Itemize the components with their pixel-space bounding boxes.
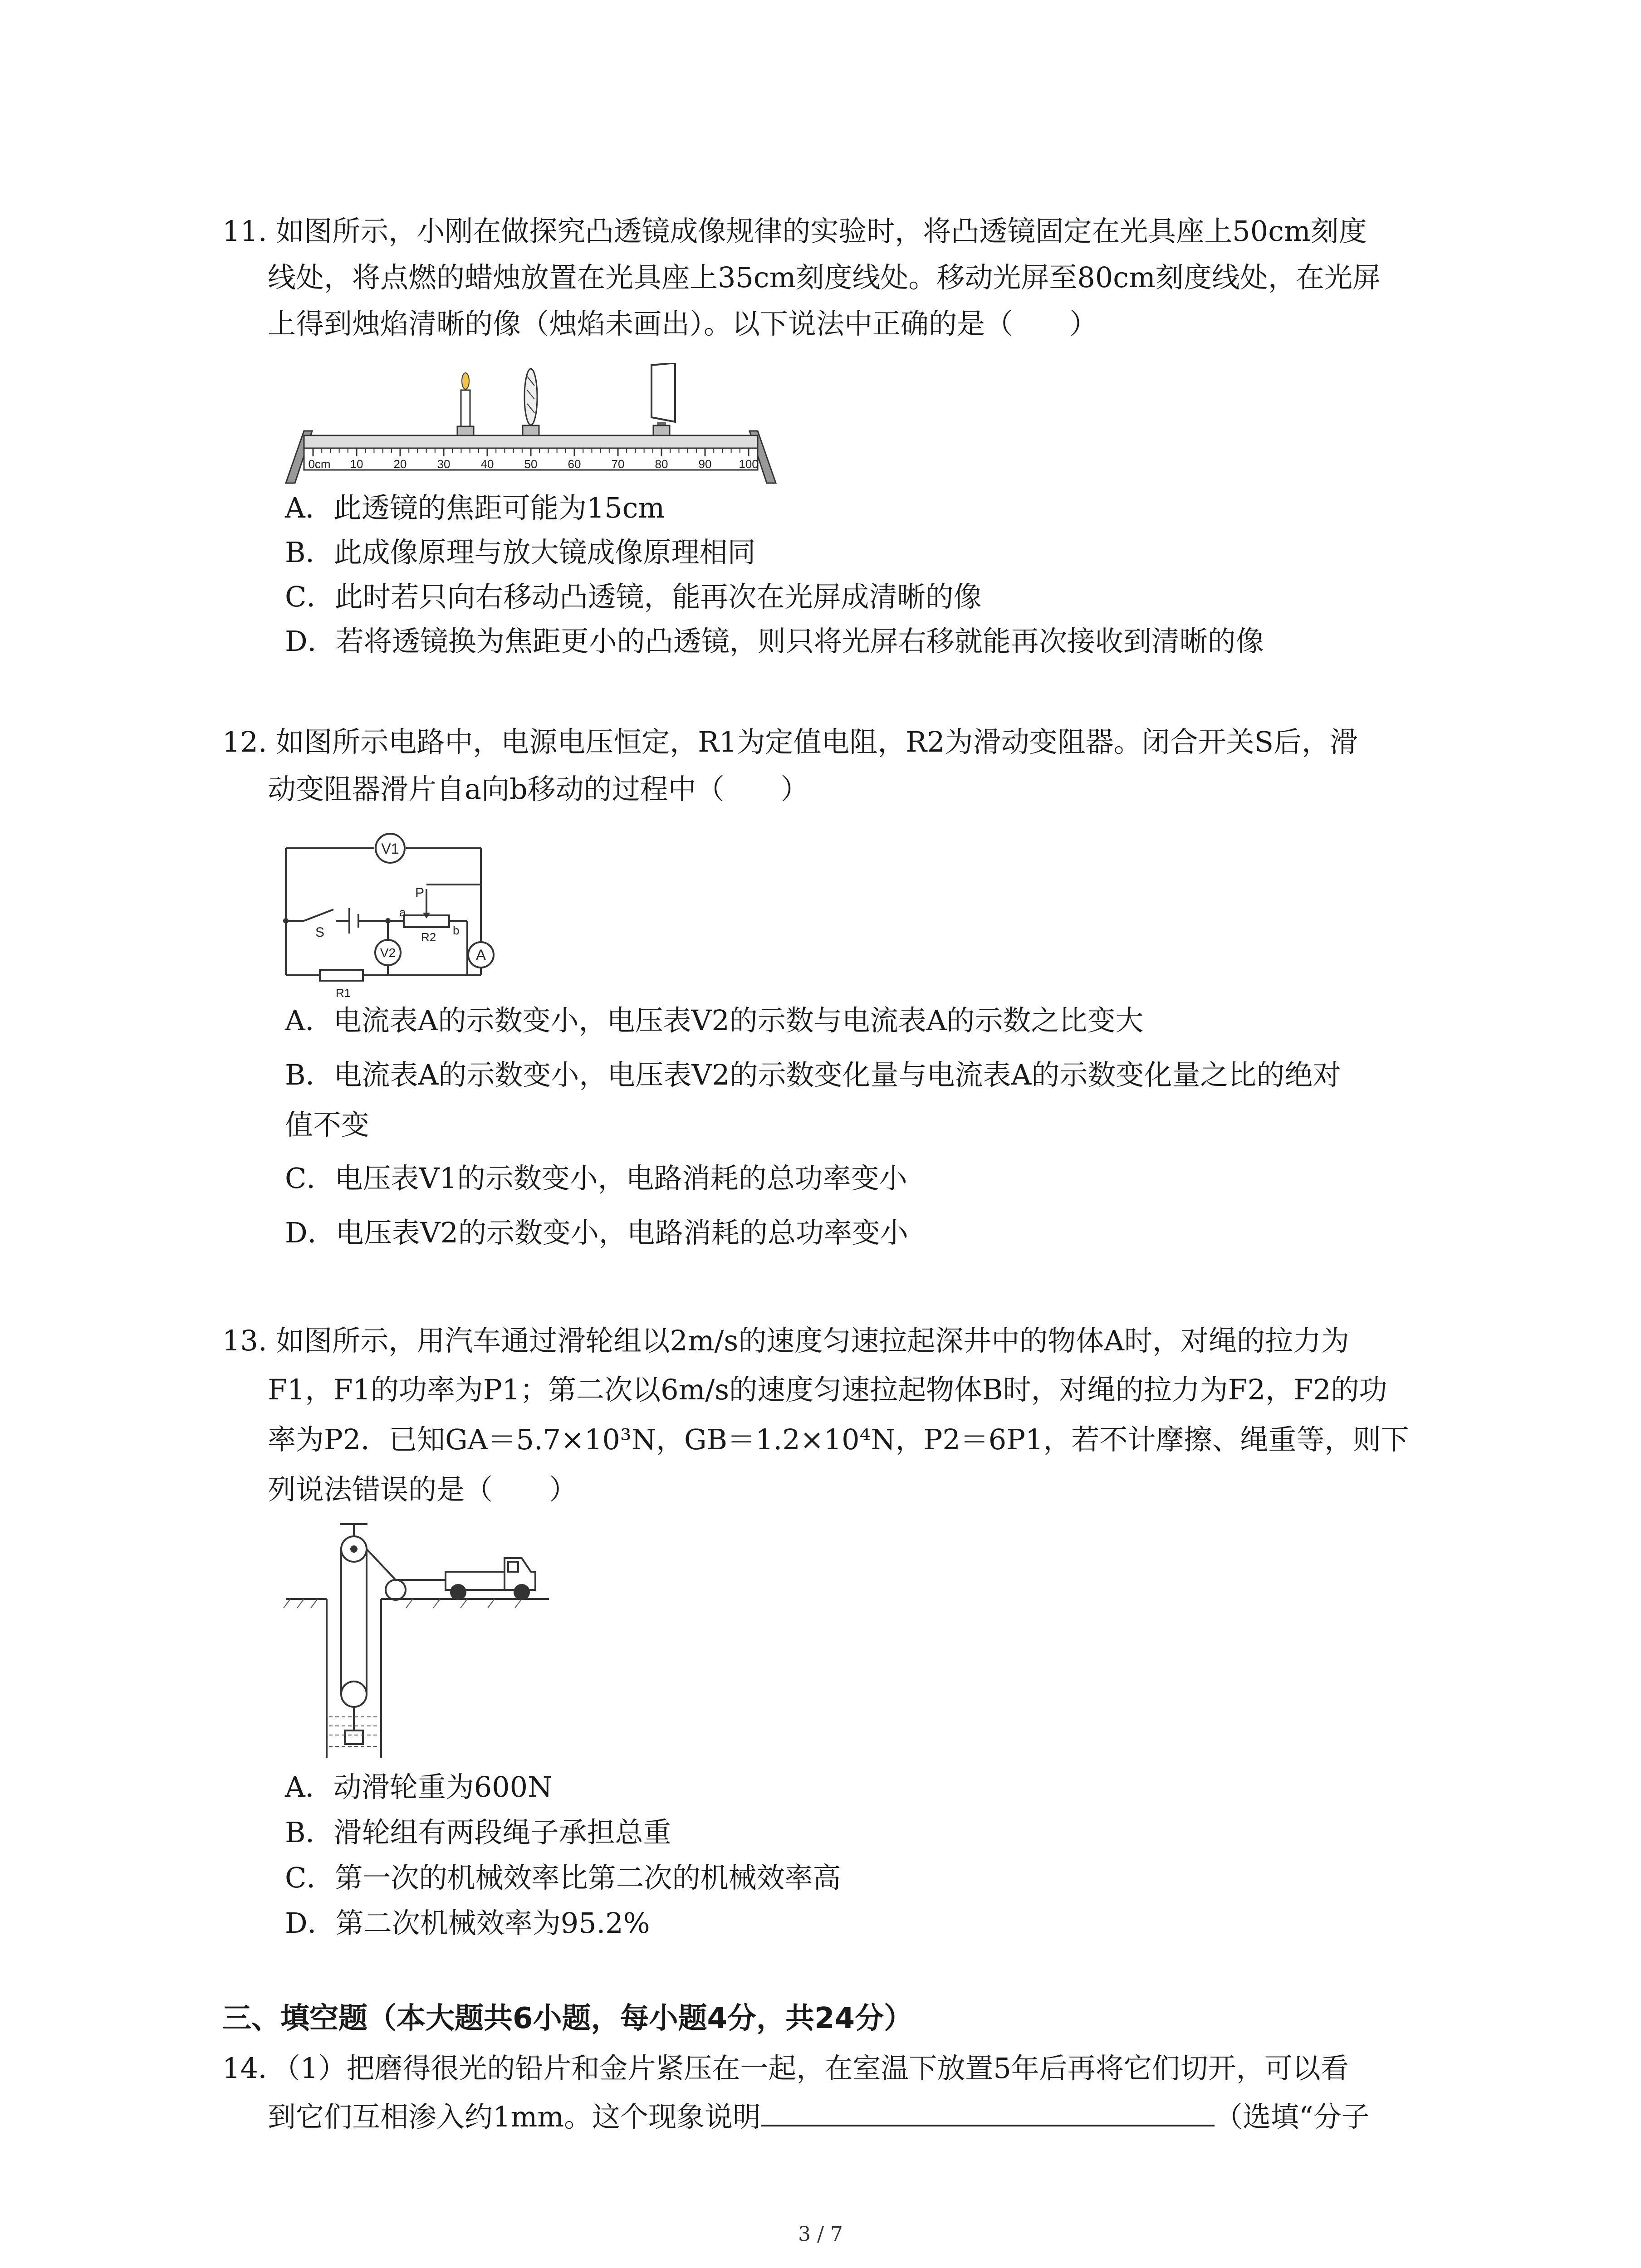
convex-lens	[523, 369, 539, 435]
ruler-tick-label: 60	[568, 457, 581, 471]
ruler-tick-label: 100	[739, 457, 759, 471]
q12-line-1: 12. 如图所示电路中，电源电压恒定，R1为定值电阻，R2为滑动变阻器。闭合开关S后，滑	[222, 725, 1358, 758]
q13-option-b: B．滑轮组有两段绳子承担总重	[285, 1816, 671, 1849]
label-v1: V1	[381, 841, 399, 857]
ruler-tick-label: 90	[698, 457, 712, 471]
candle	[457, 373, 474, 435]
label-a: a	[399, 905, 406, 919]
ruler-tick-label: 30	[437, 457, 451, 471]
q13-line-3: 率为P2．已知GA＝5.7×10³N，GB＝1.2×10⁴N，P2＝6P1，若不计摩擦、绳重等，则下	[268, 1423, 1409, 1456]
ruler-tick-label: 80	[655, 457, 668, 471]
q11-option-d: D．若将透镜换为焦距更小的凸透镜，则只将光屏右移就能再次接收到清晰的像	[285, 625, 1264, 658]
ruler-tick-label: 40	[480, 457, 494, 471]
q12-option-c: C．电压表V1的示数变小，电路消耗的总功率变小	[285, 1162, 907, 1195]
label-s: S	[315, 925, 325, 940]
q13-option-d: D．第二次机械效率为95.2%	[285, 1906, 650, 1940]
q13-line-4: 列说法错误的是（ ）	[268, 1473, 578, 1506]
ruler-tick-label: 50	[524, 457, 538, 471]
q12-option-b: B．电流表A的示数变小，电压表V2的示数变化量与电流表A的示数变化量之比的绝对	[285, 1058, 1341, 1091]
pulley-well-truck-figure	[277, 1522, 567, 1767]
page-number: 3 / 7	[798, 2223, 843, 2246]
section-title: 三、填空题（本大题共6小题，每小题4分，共24分）	[222, 2002, 913, 2035]
q13-option-a: A．动滑轮重为600N	[285, 1770, 553, 1804]
circuit-diagram-figure	[277, 826, 531, 998]
q11-option-b: B．此成像原理与放大镜成像原理相同	[285, 536, 756, 569]
label-r2: R2	[421, 930, 436, 944]
q11-line-1: 11. 如图所示，小刚在做探究凸透镜成像规律的实验时，将凸透镜固定在光具座上50cm刻度	[222, 215, 1367, 248]
ruler-tick-label: 70	[611, 457, 625, 471]
q13-option-c: C．第一次的机械效率比第二次的机械效率高	[285, 1861, 841, 1894]
ground-hatching	[284, 1599, 522, 1608]
q12-option-d: D．电压表V2的示数变小，电路消耗的总功率变小	[285, 1216, 908, 1249]
label-ammeter: A	[475, 947, 486, 964]
q14-line-2	[268, 2097, 1370, 2135]
q12-option-b-cont: 值不变	[285, 1108, 370, 1141]
bench-top	[304, 435, 758, 448]
q14-answer-blank[interactable]	[761, 2097, 1215, 2126]
optical-bench-figure	[277, 363, 785, 485]
truck	[446, 1558, 535, 1599]
q11-option-a: A．此透镜的焦距可能为15cm	[285, 491, 665, 524]
q14-line-1: 14．（1）把磨得很光的铅片和金片紧压在一起，在室温下放置5年后再将它们切开，可以看	[222, 2052, 1349, 2085]
q11-line-3: 上得到烛焰清晰的像（烛焰未画出）。以下说法中正确的是（ ）	[268, 307, 1098, 340]
label-p: P	[415, 885, 425, 900]
ruler-tick-label: 20	[393, 457, 407, 471]
q13-line-2: F1，F1的功率为P1；第二次以6m/s的速度匀速拉起物体B时，对绳的拉力为F2，F2的功	[268, 1373, 1387, 1406]
q12-option-a: A．电流表A的示数变小，电压表V2的示数与电流表A的示数之比变大	[285, 1004, 1144, 1037]
light-screen	[652, 363, 675, 435]
ruler-tick-label: 0cm	[308, 457, 331, 471]
q14-line-2-text: 到它们互相渗入约1mm。这个现象说明	[268, 2100, 761, 2133]
q14-line-2-tail: （选填“分子	[1215, 2100, 1370, 2133]
ruler-tick-label: 10	[350, 457, 363, 471]
q13-line-1: 13. 如图所示，用汽车通过滑轮组以2m/s的速度匀速拉起深井中的物体A时，对绳的拉力为	[222, 1324, 1350, 1357]
label-v2: V2	[380, 946, 396, 960]
q11-option-c: C．此时若只向右移动凸透镜，能再次在光屏成清晰的像	[285, 580, 982, 613]
label-r1: R1	[336, 986, 351, 998]
label-b: b	[453, 924, 460, 937]
q11-line-2: 线处，将点燃的蜡烛放置在光具座上35cm刻度线处。移动光屏至80cm刻度线处，在光屏	[268, 261, 1381, 294]
q12-line-2: 动变阻器滑片自a向b移动的过程中（ ）	[268, 772, 809, 806]
